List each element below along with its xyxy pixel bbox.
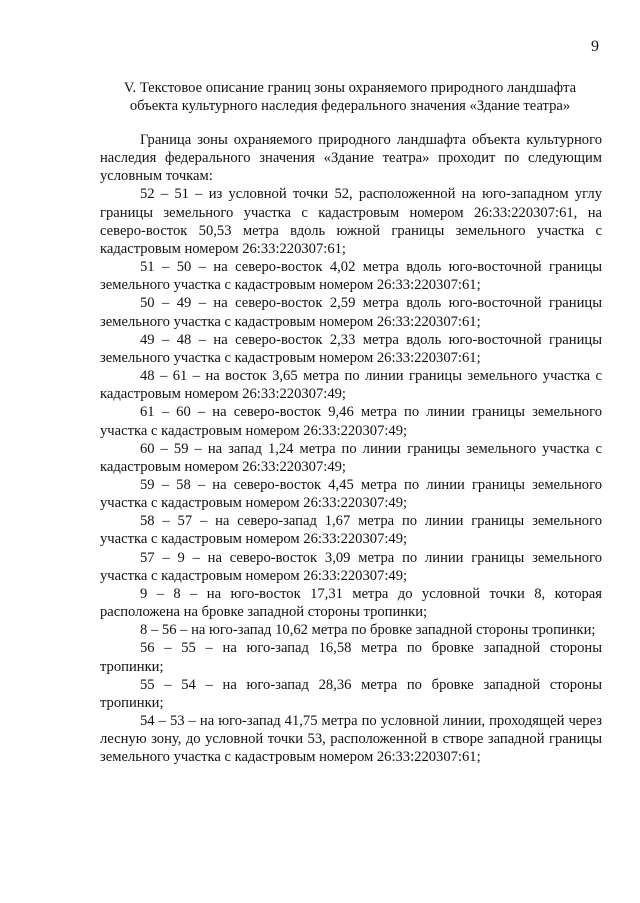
boundary-segment-48-61: 48 – 61 – на восток 3,65 метра по линии границы земельного участка с кадастровым номером 26:33:220307:49; <box>100 368 602 403</box>
boundary-segment-59-58: 59 – 58 – на северо-восток 4,45 метра по линии границы земельного участка с кадастровым номером 26:33:220307:49; <box>100 476 602 512</box>
section-title-line: объекта культурного наследия федерального значения «Здание театра» <box>129 98 571 114</box>
boundary-segment-58-57: 58 – 57 – на северо-запад 1,67 метра по линии границы земельного участка с кадастровым номером 26:33:220307:49; <box>100 513 602 548</box>
intro-paragraph: Граница зоны охраняемого природного ландшафта объекта культурного наследия федерального значения «Здание театра» проходит по следующим условным точкам: <box>100 132 602 185</box>
section-title-line: V. Текстовое описание границ зоны охраняемого природного ландшафта <box>123 80 577 96</box>
boundary-segment-61-60: 61 – 60 – на северо-восток 9,46 метра по линии границы земельного участка с кадастровым номером 26:33:220307:49; <box>100 404 602 439</box>
boundary-segment-9-8: 9 – 8 – на юго-восток 17,31 метра до условной точки 8, которая расположена на бровке западной стороны тропинки; <box>100 585 602 621</box>
boundary-segment-8-56: 8 – 56 – на юго-запад 10,62 метра по бровке западной стороны тропинки; <box>140 622 596 639</box>
page-number: 9 <box>591 38 599 55</box>
boundary-segment-55-54: 55 – 54 – на юго-запад 28,36 метра по бровке западной стороны тропинки; <box>100 676 602 711</box>
boundary-segment-56-55: 56 – 55 – на юго-запад 16,58 метра по бровке западной стороны тропинки; <box>100 640 602 675</box>
boundary-segment-51-50: 51 – 50 – на северо-восток 4,02 метра вдоль юго-восточной границы земельного участка с кадастровым номером 26:33:220307:61; <box>100 259 602 294</box>
boundary-segment-60-59: 60 – 59 – на запад 1,24 метра по линии границы земельного участка с кадастровым номером 26:33:220307:49; <box>100 440 602 475</box>
section-title <box>100 79 600 115</box>
boundary-segment-50-49: 50 – 49 – на северо-восток 2,59 метра вдоль юго-восточной границы земельного участка с кадастровым номером 26:33:220307:61; <box>100 295 602 330</box>
boundary-segment-49-48: 49 – 48 – на северо-восток 2,33 метра вдоль юго-восточной границы земельного участка с кадастровым номером 26:33:220307:61; <box>100 331 602 366</box>
boundary-segment-54-53: 54 – 53 – на юго-запад 41,75 метра по условной линии, проходящей через лесную зону, до условной точки 53, расположенной в створе западной границы земельного участка с кадастровым номером 26:33:220307:61; <box>100 713 602 766</box>
boundary-segment-57-9: 57 – 9 – на северо-восток 3,09 метра по линии границы земельного участка с кадастровым номером 26:33:220307:49; <box>100 549 602 584</box>
boundary-description <box>100 131 602 766</box>
boundary-segment-52-51: 52 – 51 – из условной точки 52, расположенной на юго-западном углу границы земельного участка с кадастровым номером 26:33:220307:61, на северо-восток 50,53 метра вдоль южной границы земельного участка с кадастровым номером 26:33:220307:61; <box>100 186 602 257</box>
